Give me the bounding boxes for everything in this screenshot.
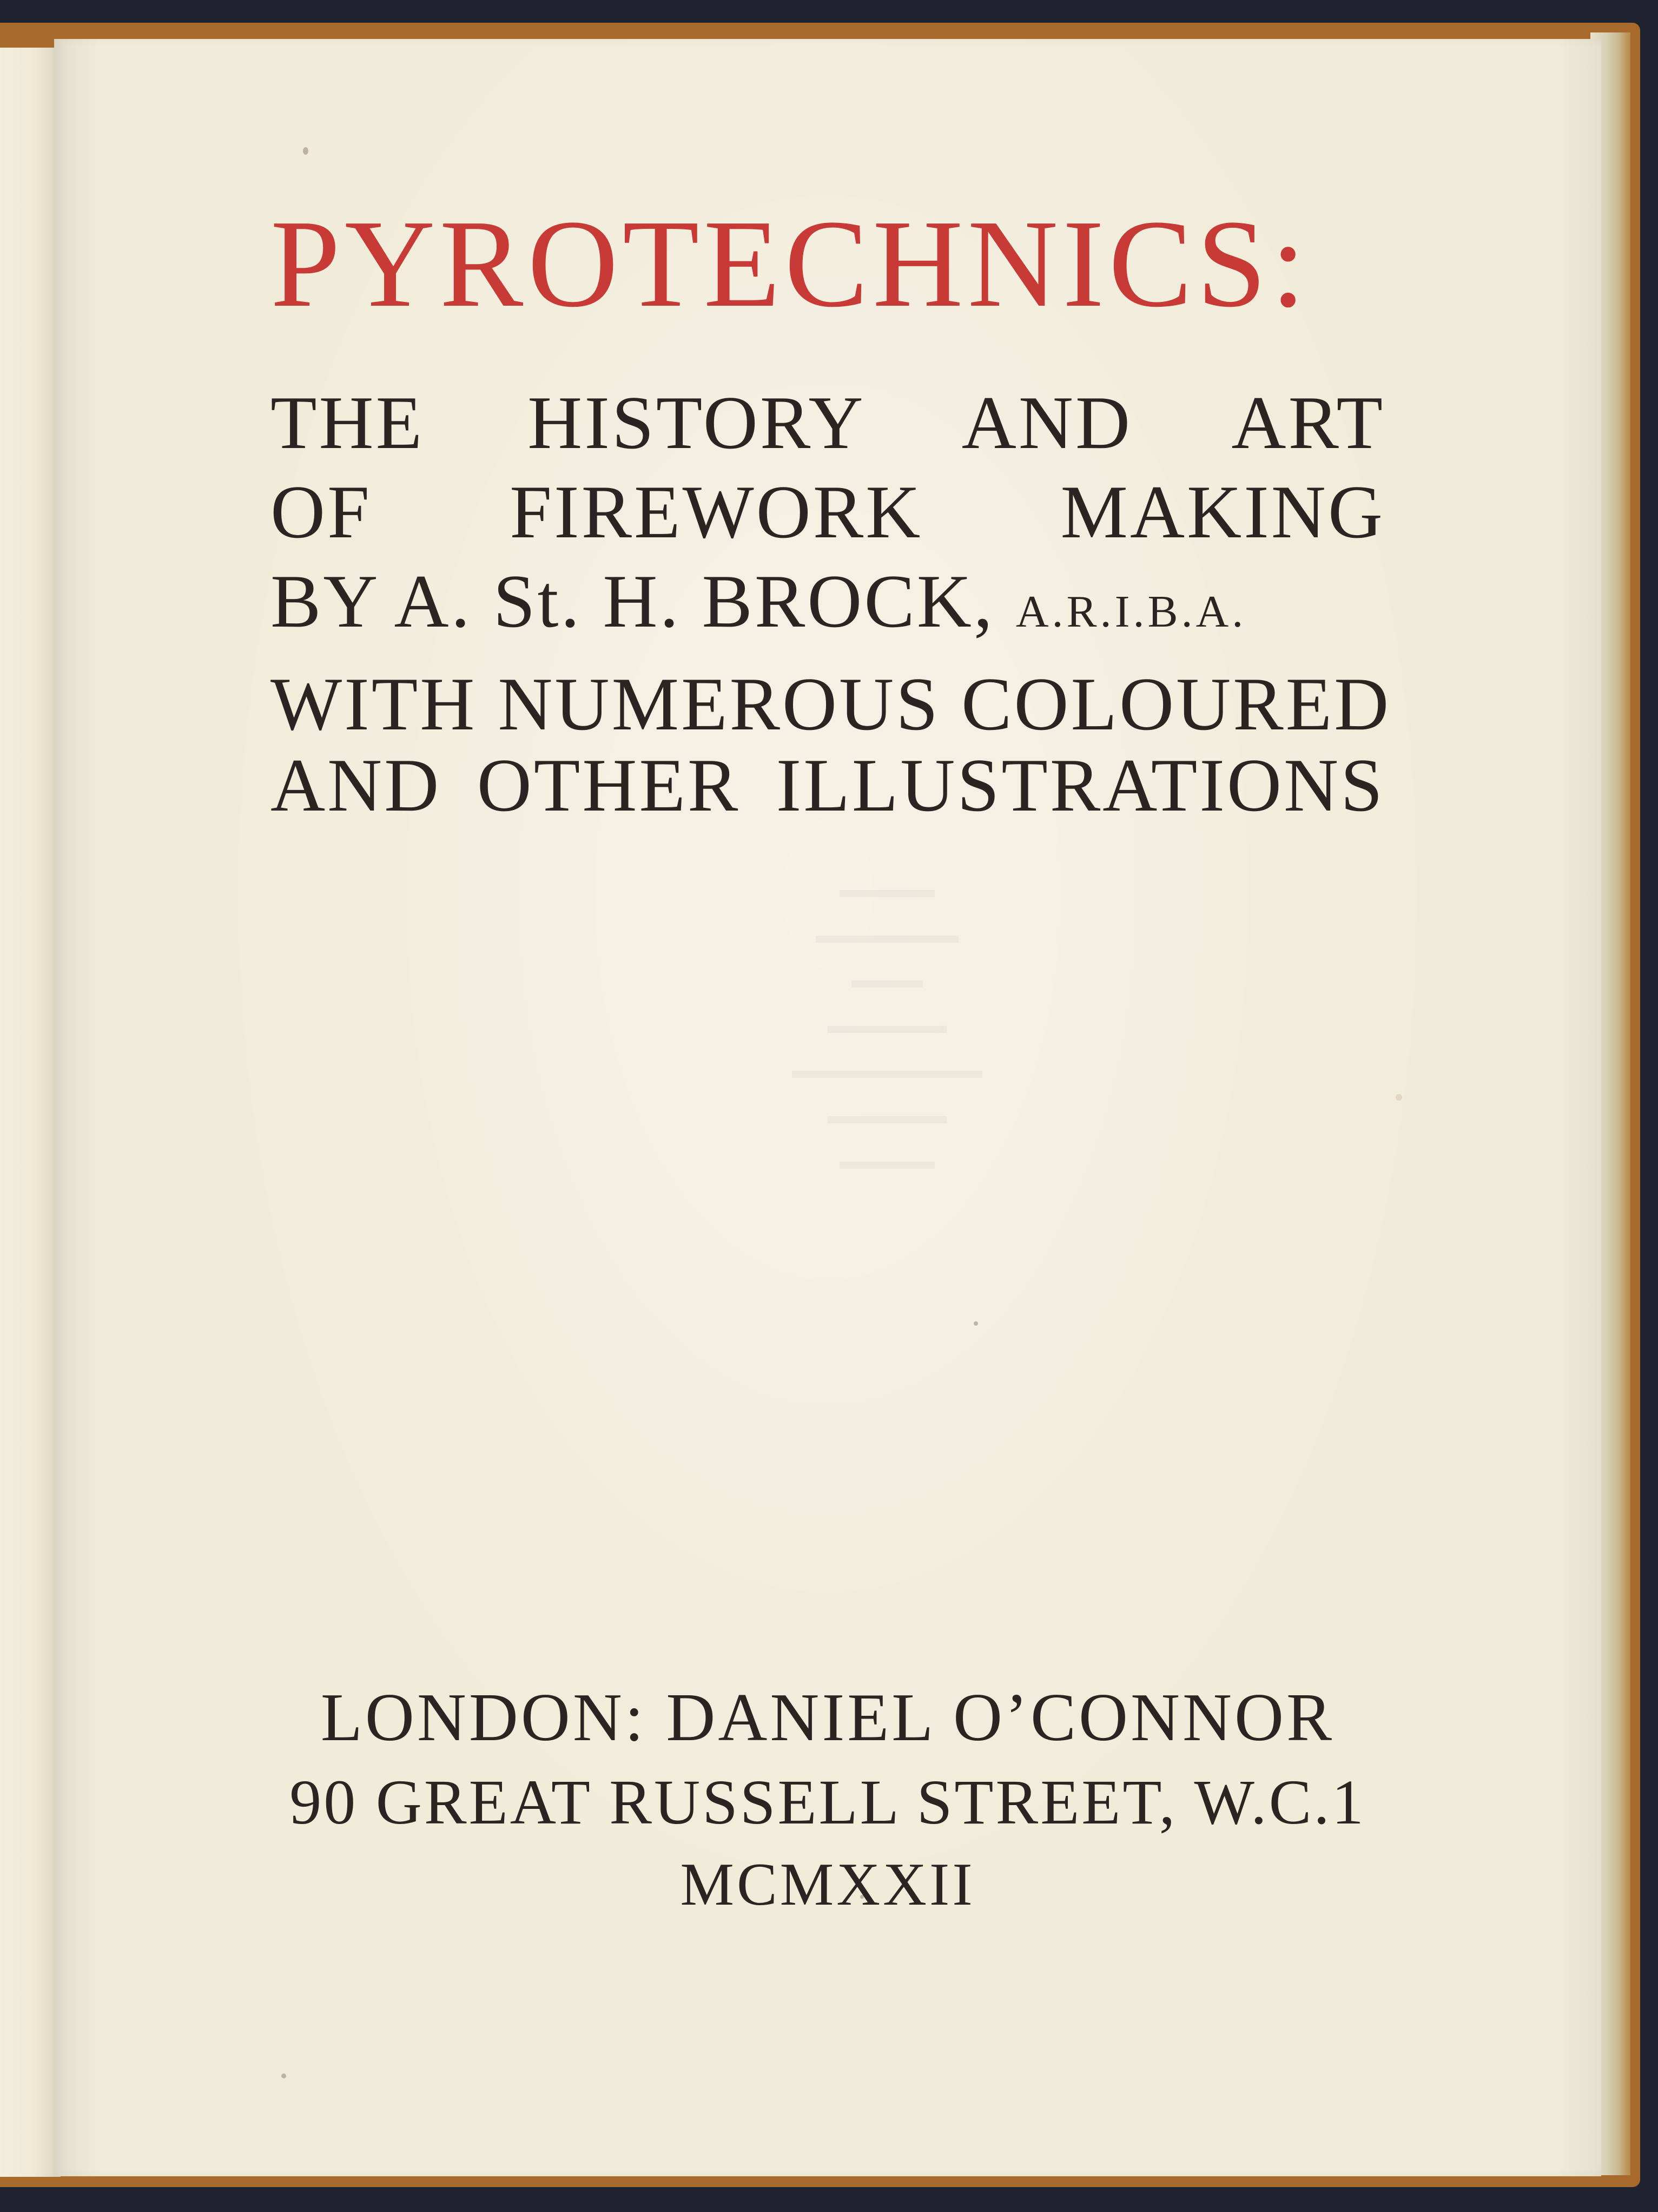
title-page	[54, 39, 1601, 2176]
author-name: BY A. St. H. BROCK,	[270, 559, 995, 643]
address-line: 90 GREAT RUSSELL STREET, W.C.1	[289, 1767, 1366, 1838]
illustrations-line-1: WITH NUMEROUS COLOURED	[270, 662, 1391, 746]
author-byline	[270, 559, 1385, 643]
facing-page-edge	[0, 48, 61, 2177]
author-credentials: A.R.I.B.A.	[1015, 587, 1247, 637]
subtitle-line-1: THE HISTORY AND ART	[270, 381, 1385, 465]
publisher-line: LONDON: DANIEL O’CONNOR	[320, 1680, 1335, 1755]
publication-year: MCMXXII	[680, 1851, 975, 1918]
illustrations-line-2: AND OTHER ILLUSTRATIONS	[270, 743, 1385, 827]
book-title: PYROTECHNICS:	[270, 194, 1310, 333]
show-through-text: ▬▬▬▬ ▬▬▬▬▬▬ ▬▬▬ ▬▬▬▬▬ ▬▬▬▬▬▬▬▬ ▬▬▬▬▬ ▬▬▬▬	[792, 876, 982, 1174]
subtitle-line-2: OF FIREWORK MAKING	[270, 470, 1385, 554]
